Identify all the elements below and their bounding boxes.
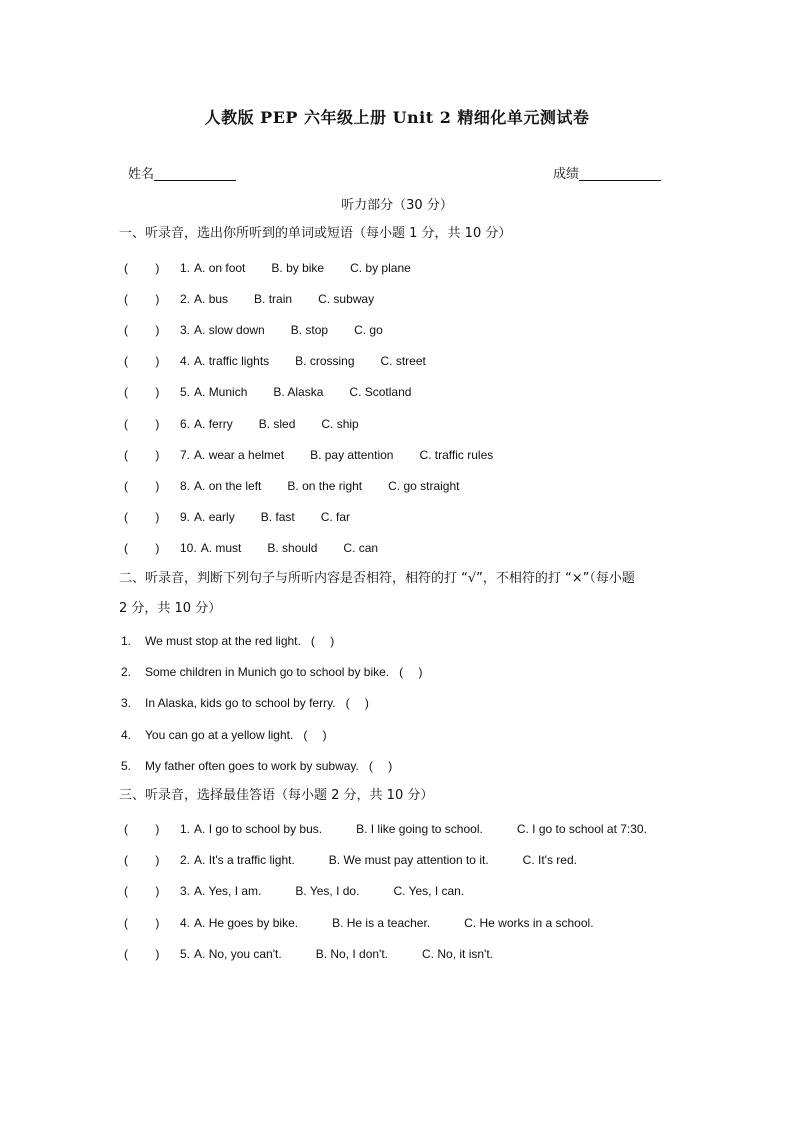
option-c: C. ship	[321, 416, 359, 431]
option-b: B. on the right	[287, 478, 363, 493]
option-c: C. by plane	[350, 261, 411, 275]
choice-question	[124, 352, 452, 369]
option-b: B. by bike	[271, 261, 325, 275]
answer-parentheses[interactable]: ( )	[303, 727, 327, 742]
statement-text: My father often goes to work by subway.	[145, 758, 359, 773]
option-b: B. Alaska	[273, 385, 324, 400]
option-a: A. He goes by bike.	[194, 915, 299, 930]
choice-question	[124, 914, 620, 931]
option-c: C. Scotland	[349, 385, 412, 400]
score-label: 成绩	[553, 167, 580, 182]
question-number: 4.	[180, 354, 191, 369]
statement-text: You can go at a yellow light.	[145, 727, 294, 742]
statement-text: In Alaska, kids go to school by ferry.	[145, 696, 336, 711]
choice-question	[124, 477, 486, 494]
question-number: 6.	[180, 416, 191, 431]
choice-question	[124, 508, 376, 525]
answer-parentheses[interactable]: ( )	[124, 292, 160, 307]
option-a: A. I go to school by bus.	[194, 822, 323, 836]
judgement-statement	[121, 757, 407, 774]
spacer	[359, 759, 369, 773]
statement-text: Some children in Munich go to school by bike.	[145, 665, 390, 680]
question-number: 9.	[180, 509, 191, 524]
answer-parentheses[interactable]: ( )	[124, 540, 160, 555]
spacer	[336, 696, 346, 710]
judgement-statement	[121, 632, 349, 649]
listening-header: 听力部分（30 分）	[341, 198, 453, 213]
option-c: C. I go to school at 7:30.	[516, 822, 647, 836]
choice-question	[124, 446, 519, 463]
option-c: C. go	[354, 323, 383, 338]
option-c: C. can	[343, 540, 379, 555]
option-b: B. stop	[290, 323, 329, 338]
name-label: 姓名	[128, 167, 155, 182]
question-number: 2.	[180, 853, 191, 868]
question-number: 2.	[180, 292, 191, 307]
answer-parentheses[interactable]: ( )	[124, 822, 160, 836]
question-number: 7.	[180, 447, 191, 462]
judgement-statement	[121, 663, 437, 680]
part2-heading-line1: 二、听录音，判断下列句子与所听内容是否相符，相符的打 “√”，不相符的打 “×”（每小题	[119, 571, 635, 586]
choice-question	[124, 851, 603, 868]
question-number: 4.	[180, 915, 191, 930]
option-a: A. Munich	[194, 385, 248, 400]
option-a: A. on foot	[194, 261, 246, 275]
question-number: 1.	[180, 822, 191, 836]
part2-heading-line2: 2 分，共 10 分）	[119, 601, 222, 616]
question-number: 5.	[180, 946, 191, 961]
choice-question	[124, 321, 409, 338]
choice-question	[124, 415, 385, 432]
choice-question	[124, 259, 437, 276]
option-b: B. should	[267, 540, 318, 555]
choice-question	[124, 383, 437, 400]
answer-parentheses[interactable]: ( )	[124, 354, 160, 369]
option-a: A. early	[194, 509, 235, 524]
page-title: 人教版 PEP 六年级上册 Unit 2 精细化单元测试卷	[204, 108, 590, 127]
part1-heading: 一、听录音，选出你所听到的单词或短语（每小题 1 分，共 10 分）	[119, 226, 512, 241]
question-number: 1.	[180, 261, 191, 275]
option-a: A. Yes, I am.	[194, 884, 262, 899]
option-a: A. It's a traffic light.	[194, 853, 295, 868]
option-c: C. Yes, I can.	[393, 884, 465, 899]
option-b: B. pay attention	[310, 447, 394, 462]
option-a: A. slow down	[194, 323, 265, 338]
statement-number: 1.	[121, 634, 132, 648]
answer-parentheses[interactable]: ( )	[124, 915, 160, 930]
answer-parentheses[interactable]: ( )	[124, 478, 160, 493]
option-c: C. traffic rules	[419, 447, 494, 462]
score-field[interactable]	[553, 163, 661, 182]
option-a: A. on the left	[194, 478, 262, 493]
option-b: B. Yes, I do.	[295, 884, 360, 899]
option-c: C. subway	[318, 292, 375, 307]
option-a: A. wear a helmet	[194, 447, 285, 462]
spacer	[301, 634, 311, 648]
option-a: A. ferry	[194, 416, 233, 431]
answer-parentheses[interactable]: ( )	[124, 509, 160, 524]
question-number: 3.	[180, 884, 191, 899]
spacer	[293, 728, 303, 742]
answer-parentheses[interactable]: ( )	[310, 634, 335, 648]
statement-number: 2.	[121, 665, 132, 680]
choice-question	[124, 820, 673, 837]
option-b: B. He is a teacher.	[332, 915, 431, 930]
answer-parentheses[interactable]: ( )	[345, 696, 369, 711]
statement-text: We must stop at the red light.	[145, 634, 301, 648]
option-b: B. crossing	[295, 354, 355, 369]
option-c: C. street	[380, 354, 426, 369]
statement-number: 4.	[121, 727, 132, 742]
answer-parentheses[interactable]: ( )	[124, 884, 160, 899]
name-blank[interactable]	[154, 166, 236, 181]
choice-question	[124, 882, 490, 899]
spacer	[389, 665, 399, 679]
option-b: B. No, I don't.	[315, 946, 389, 961]
answer-parentheses[interactable]: ( )	[124, 323, 160, 338]
option-c: C. He works in a school.	[464, 915, 594, 930]
option-b: B. train	[254, 292, 293, 307]
option-b: B. We must pay attention to it.	[328, 853, 489, 868]
judgement-statement	[121, 694, 384, 711]
option-a: A. must	[200, 540, 242, 555]
answer-parentheses[interactable]: ( )	[399, 665, 423, 680]
answer-parentheses[interactable]: ( )	[124, 946, 160, 961]
question-number: 8.	[180, 478, 191, 493]
option-c: C. It's red.	[522, 853, 577, 868]
option-c: C. go straight	[388, 478, 460, 493]
answer-parentheses[interactable]: ( )	[124, 385, 160, 400]
answer-parentheses[interactable]: ( )	[124, 853, 160, 868]
question-number: 10.	[180, 540, 197, 555]
question-number: 5.	[180, 385, 191, 400]
statement-number: 3.	[121, 696, 132, 711]
answer-parentheses[interactable]: ( )	[368, 758, 393, 773]
option-b: B. I like going to school.	[356, 822, 483, 836]
answer-parentheses[interactable]: ( )	[124, 416, 160, 431]
choice-question	[124, 539, 404, 556]
option-a: A. No, you can't.	[194, 946, 282, 961]
option-a: A. traffic lights	[194, 354, 270, 369]
choice-question	[124, 290, 400, 307]
score-blank[interactable]	[579, 166, 661, 181]
option-b: B. fast	[260, 509, 295, 524]
judgement-statement	[121, 726, 341, 743]
option-a: A. bus	[194, 292, 229, 307]
choice-question	[124, 945, 519, 962]
part3-heading: 三、听录音，选择最佳答语（每小题 2 分，共 10 分）	[119, 788, 434, 803]
name-field[interactable]	[128, 163, 236, 182]
option-c: C. far	[320, 509, 351, 524]
question-number: 3.	[180, 323, 191, 338]
answer-parentheses[interactable]: ( )	[124, 447, 160, 462]
statement-number: 5.	[121, 758, 132, 773]
option-c: C. No, it isn't.	[422, 946, 493, 961]
answer-parentheses[interactable]: ( )	[124, 261, 160, 275]
option-b: B. sled	[258, 416, 296, 431]
